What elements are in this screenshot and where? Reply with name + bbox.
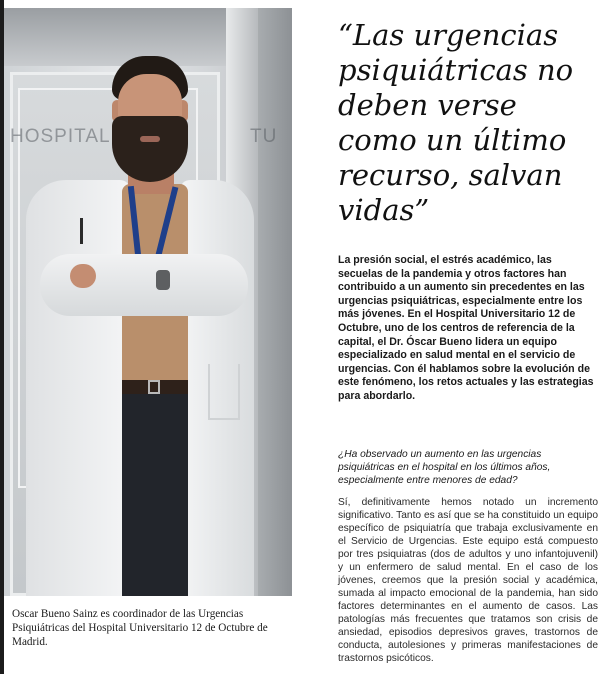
photo-crossed-arms bbox=[40, 254, 248, 316]
photo-pants bbox=[122, 394, 188, 596]
photo-mouth bbox=[140, 136, 160, 142]
interview-question: ¿Ha observado un aumento en las urgencias psiquiátricas en el hospital en los últimos años, especialmente entre menores de edad? bbox=[338, 449, 551, 486]
photo-coat-pocket bbox=[208, 364, 240, 420]
photo-caption: Oscar Bueno Sainz es coordinador de las Urgencias Psiquiátricas del Hospital Universitario 12 de Octubre de Madrid. bbox=[12, 608, 268, 649]
photo-coat-left bbox=[26, 180, 130, 596]
photo-hand bbox=[70, 264, 96, 288]
photo-glass-sign: HOSPITAL bbox=[10, 126, 111, 147]
photo-glass-sign-right: TU bbox=[250, 126, 278, 147]
intro-paragraph: La presión social, el estrés académico, las secuelas de la pandemia y otros factores han contribuido a un aumento sin precedentes en las urgencias psiquiátricas, especialmente entre los más jóvenes. En el Hospital Universitario 12 de Octubre, uno de los centros de referencia de la capital, el Dr. Óscar Bueno lidera un equipo especializado en salud mental en el servicio de urgencias. Con él hablamos sobre la evolución de este fenómeno, los retos actuales y las estrategias para abordarlo. bbox=[338, 254, 594, 402]
photo-belt-buckle bbox=[148, 380, 160, 394]
photo-right-wall bbox=[258, 8, 292, 596]
doctor-photo bbox=[4, 8, 292, 596]
interview-answer: Sí, definitivamente hemos notado un incremento significativo. Tanto es así que se ha constituido un equipo específico de psiquiatría que trabaja exclusivamente en el Servicio de Urgencias. Este equipo está compuesto por tres psiquiatras (dos de adultos y uno infantojuvenil) y un enfermero de salud mental. En el caso de los jóvenes, creemos que la presión social y académica, sumada al impacto emocional de la pandemia, han sido factores determinantes en el aumento de casos. Las patologías más frecuentes que tratamos son crisis de ansiedad, episodios depresivos graves, trastornos de conducta, autolesiones y primeras manifestaciones de trastornos psicóticos. bbox=[338, 497, 598, 664]
photo-pen bbox=[80, 218, 83, 244]
photo-watch bbox=[156, 270, 170, 290]
quote-headline: “Las urgencias psiquiátricas no deben verse como un último recurso, salvan vidas” bbox=[338, 18, 574, 227]
